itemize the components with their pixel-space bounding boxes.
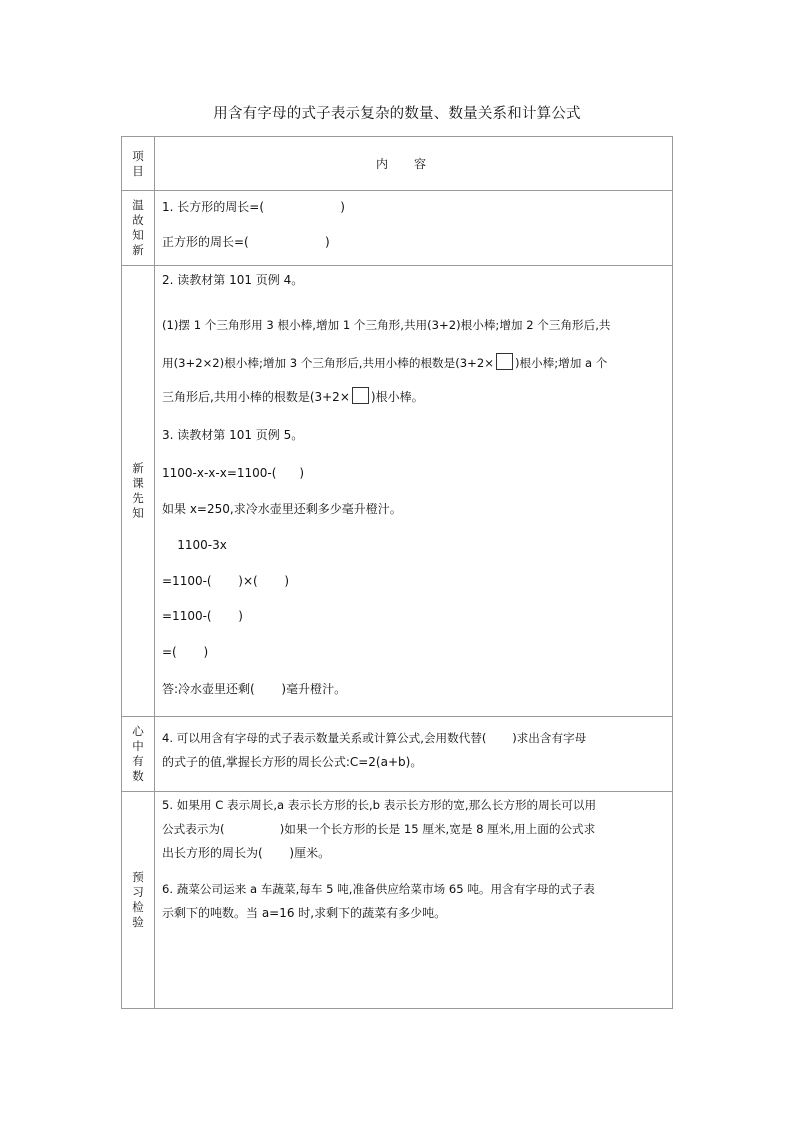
preview-line-4-b: )根小棒。 <box>370 390 424 404</box>
preview-line-6: 1100-x-x-x=1100-( ) <box>162 466 305 480</box>
review-line-1: 1. 长方形的周长=( ) <box>162 200 345 214</box>
preview-line-3-a: 用(3+2×2)根小棒;增加 3 个三角形后,共用小棒的根数是(3+2× <box>162 356 494 370</box>
blank-box <box>352 387 369 404</box>
summary-line-2: 的式子的值,掌握长方形的周长公式:C=2(a+b)。 <box>162 755 423 769</box>
check-line-3: 出长方形的周长为( )厘米。 <box>162 846 331 860</box>
section-review-label: 温故知新 <box>132 198 144 257</box>
preview-line-5: 3. 读教材第 101 页例 5。 <box>162 428 304 442</box>
worksheet-table <box>121 136 673 1009</box>
section-check-row <box>122 792 673 1009</box>
check-line-2: 公式表示为( )如果一个长方形的长是 15 厘米,宽是 8 厘米,用上面的公式求 <box>162 822 596 836</box>
content-header-label: 内容 <box>155 137 673 191</box>
check-line-4: 6. 蔬菜公司运来 a 车蔬菜,每车 5 吨,准备供应给菜市场 65 吨。用含有字母的式子表 <box>162 882 595 896</box>
preview-line-4-a: 三角形后,共用小棒的根数是(3+2× <box>162 390 350 404</box>
section-review-label-cell <box>122 191 155 266</box>
preview-line-11: =( ) <box>162 645 209 659</box>
preview-line-12: 答:冷水壶里还剩( )毫升橙汁。 <box>162 682 347 696</box>
section-summary-content <box>155 717 673 792</box>
item-header-cell <box>122 137 155 191</box>
summary-line-1: 4. 可以用含有字母的式子表示数量关系或计算公式,会用数代替( )求出含有字母 <box>162 731 587 745</box>
page-title: 用含有字母的式子表示复杂的数量、数量关系和计算公式 <box>213 106 581 122</box>
check-line-1: 5. 如果用 C 表示周长,a 表示长方形的长,b 表示长方形的宽,那么长方形的周长可以用 <box>162 798 597 812</box>
section-review-content <box>155 191 673 266</box>
section-summary-row <box>122 717 673 792</box>
section-preview-row <box>122 266 673 717</box>
section-preview-content <box>155 266 673 717</box>
section-preview-label-cell <box>122 266 155 717</box>
preview-line-1: 2. 读教材第 101 页例 4。 <box>162 273 304 287</box>
blank-box <box>496 353 513 370</box>
section-summary-label-cell <box>122 717 155 792</box>
section-check-content <box>155 792 673 1009</box>
preview-line-9: =1100-( )×( ) <box>162 574 290 588</box>
preview-line-4 <box>162 387 424 406</box>
section-check-label: 预习检验 <box>132 870 144 929</box>
header-row <box>122 137 673 191</box>
preview-line-3-b: )根小棒;增加 a 个 <box>514 356 608 370</box>
preview-line-10: =1100-( ) <box>162 609 243 623</box>
item-header-label: 项目 <box>132 148 144 178</box>
preview-line-2: (1)摆 1 个三角形用 3 根小棒,增加 1 个三角形,共用(3+2)根小棒;增加 2 个三角形后,共 <box>162 318 611 332</box>
preview-line-7: 如果 x=250,求冷水壶里还剩多少毫升橙汁。 <box>162 502 402 516</box>
preview-line-3 <box>162 353 607 372</box>
section-summary-label: 心中有数 <box>132 724 144 783</box>
section-check-label-cell <box>122 792 155 1009</box>
section-review-row <box>122 191 673 266</box>
preview-line-8: 1100-3x <box>162 538 227 552</box>
section-preview-label: 新课先知 <box>132 461 144 520</box>
review-line-2: 正方形的周长=( ) <box>162 235 330 249</box>
check-line-5: 示剩下的吨数。当 a=16 时,求剩下的蔬菜有多少吨。 <box>162 906 447 920</box>
